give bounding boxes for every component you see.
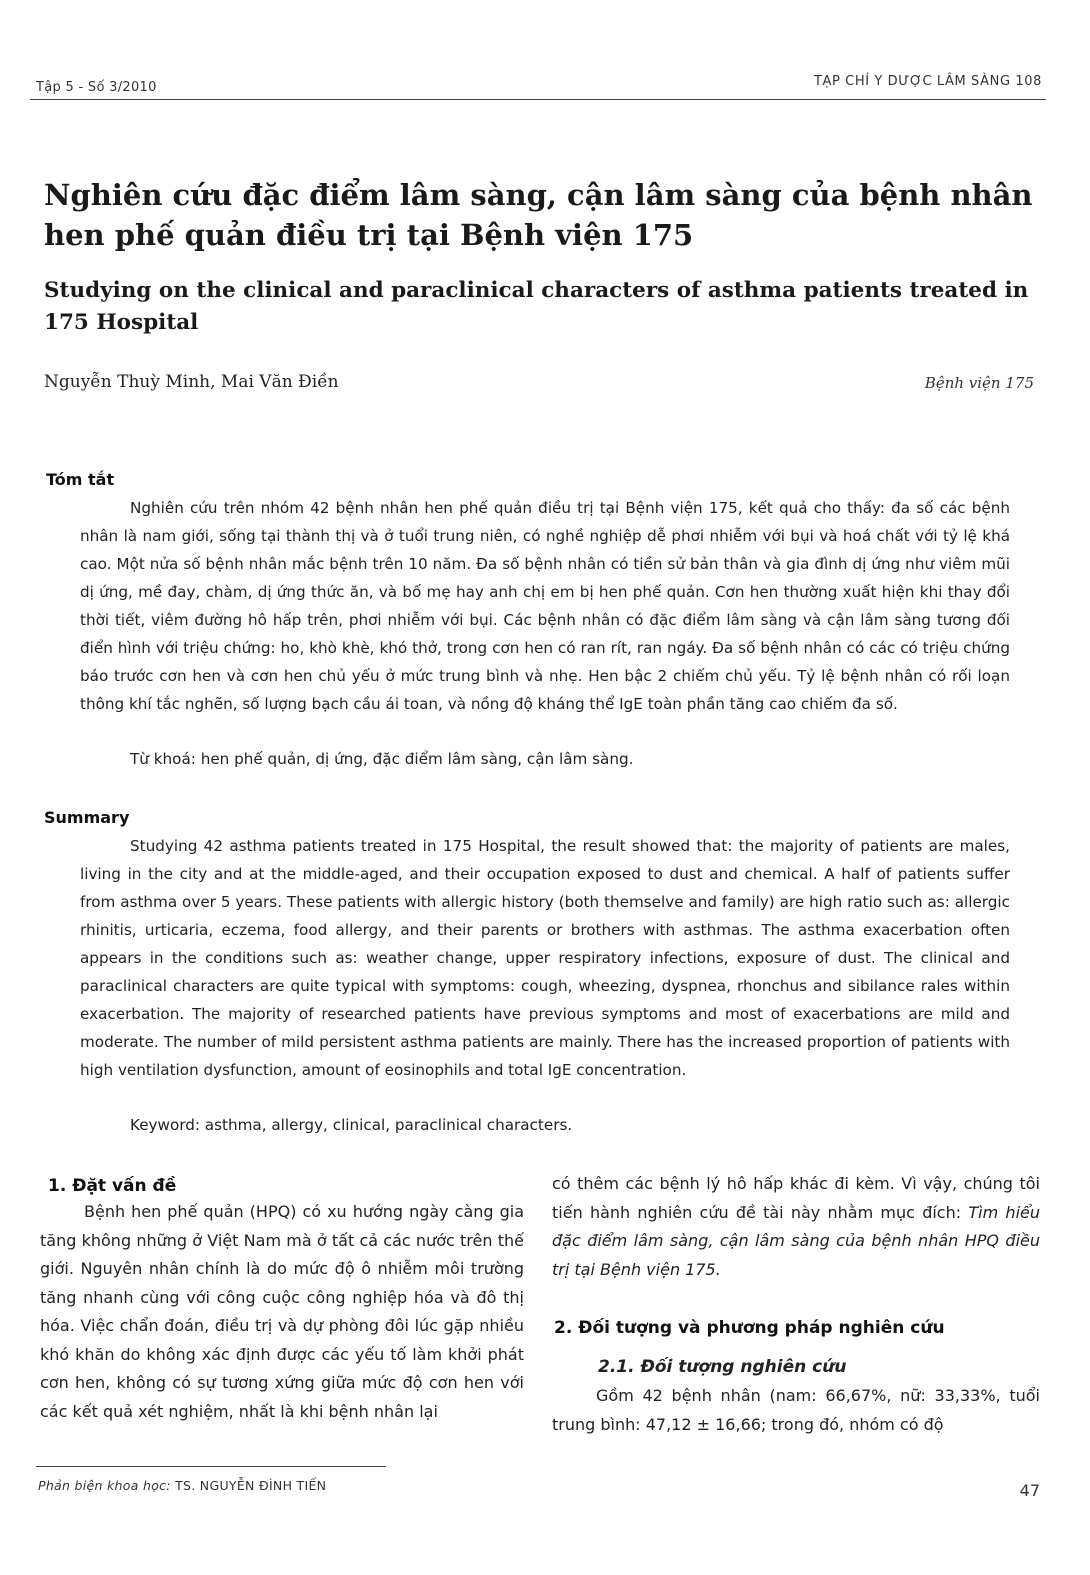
reviewer-name: TS. NGUYỄN ĐÌNH TIẾN	[175, 1478, 327, 1493]
intro-continuation	[552, 1170, 1040, 1284]
issue-label: Tập 5 - Số 3/2010	[36, 80, 157, 95]
footnote-divider	[36, 1466, 386, 1467]
keywords-vi: Từ khoá: hen phế quản, dị ứng, đặc điểm lâm sàng, cận lâm sàng.	[130, 750, 634, 768]
summary-text: Studying 42 asthma patients treated in 175 Hospital, the result showed that: the majority of patients are males, living in the city and at the middle-aged, and their occupation exposed to dust and chemical. A half of patients suffer from asthma over 5 years. These patients with allergic history (both themselve and family) are high ratio such as: allergic rhinitis, urticaria, eczema, food allergy, and their parents or brothers with asthmas. The asthma exacerbation often appears in the conditions such as: weather change, upper respiratory infections, exposure of dust. The clinical and paraclinical characters are quite typical with symptoms: cough, wheezing, dyspnea, rhonchus and sibilance rales within exacerbation. The majority of researched patients have previous symptoms and most of exacerbations are mild and moderate. The number of mild persistent asthma patients are mainly. There has the increased proportion of patients with high ventilation dysfunction, amount of eosinophils and total IgE concentration.	[80, 837, 1010, 1079]
reviewer-footnote	[38, 1478, 326, 1493]
abstract-vi-text: Nghiên cứu trên nhóm 42 bệnh nhân hen phế quản điều trị tại Bệnh viện 175, kết quả cho thấy: đa số các bệnh nhân là nam giới, sống tại thành thị và ở tuổi trung niên, có nghề nghiệp dễ phơi nhiễm với bụi và hoá chất với tỷ lệ khá cao. Một nửa số bệnh nhân mắc bệnh trên 10 năm. Đa số bệnh nhân có tiền sử bản thân và gia đình dị ứng như viêm mũi dị ứng, mề đay, chàm, dị ứng thức ăn, và bố mẹ hay anh chị em bị hen phế quản. Cơn hen thường xuất hiện khi thay đổi thời tiết, viêm đường hô hấp trên, phơi nhiễm với bụi. Các bệnh nhân có đặc điểm lâm sàng và cận lâm sàng tương đối điển hình với triệu chứng: ho, khò khè, khó thở, trong cơn hen có ran rít, ran ngáy. Đa số bệnh nhân có các có triệu chứng báo trước cơn hen và cơn hen chủ yếu ở mức trung bình và nhẹ. Hen bậc 2 chiếm chủ yếu. Tỷ lệ bệnh nhân có rối loạn thông khí tắc nghẽn, số lượng bạch cầu ái toan, và nồng độ kháng thể IgE toàn phần tăng cao chiếm đa số.	[80, 499, 1010, 713]
article-title-english: Studying on the clinical and paraclinical characters of asthma patients treated in 175 Hospital	[44, 278, 1029, 335]
abstract-vi-heading: Tóm tắt	[46, 470, 115, 489]
intro-continuation-text: có thêm các bệnh lý hô hấp khác đi kèm. Vì vậy, chúng tôi tiến hành nghiên cứu đề tài này nhằm mục đích:	[552, 1174, 1040, 1222]
journal-name: TẠP CHÍ Y DƯỢC LÂM SÀNG 108	[813, 74, 1042, 89]
subsection-2-1-heading: 2.1. Đối tượng nghiên cứu	[598, 1357, 847, 1377]
keywords-en: Keyword: asthma, allergy, clinical, paraclinical characters.	[130, 1116, 573, 1134]
article-title-vietnamese: Nghiên cứu đặc điểm lâm sàng, cận lâm sàng của bệnh nhân hen phế quản điều trị tại Bệnh viện 175	[44, 178, 1033, 252]
study-aim: Tìm hiểu đặc điểm lâm sàng, cận lâm sàng của bệnh nhân HPQ điều trị tại Bệnh viện 175.	[552, 1202, 1040, 1279]
header-divider	[30, 99, 1046, 100]
page-number: 47	[1019, 1481, 1040, 1500]
subsection-2-1-text: Gồm 42 bệnh nhân (nam: 66,67%, nữ: 33,33%, tuổi trung bình: 47,12 ± 16,66; trong đó, nhóm có độ	[552, 1386, 1040, 1434]
summary-heading: Summary	[44, 808, 130, 827]
affiliation: Bệnh viện 175	[924, 374, 1034, 392]
section-2-heading: 2. Đối tượng và phương pháp nghiên cứu	[554, 1318, 945, 1338]
reviewer-label: Phản biện khoa học:	[38, 1478, 171, 1493]
section-1-heading: 1. Đặt vấn đề	[48, 1176, 177, 1196]
section-1-text: Bệnh hen phế quản (HPQ) có xu hướng ngày càng gia tăng không những ở Việt Nam mà ở tất cả các nước trên thế giới. Nguyên nhân chính là do mức độ ô nhiễm môi trường tăng nhanh cùng với công cuộc công nghiệp hóa và đô thị hóa. Việc chẩn đoán, điều trị và dự phòng đôi lúc gặp nhiều khó khăn do không xác định được các yếu tố làm khởi phát cơn hen, không có sự tương xứng giữa mức độ cơn hen với các kết quả xét nghiệm, nhất là khi bệnh nhân lại	[40, 1202, 524, 1421]
authors: Nguyễn Thuỳ Minh, Mai Văn Điền	[44, 372, 339, 392]
